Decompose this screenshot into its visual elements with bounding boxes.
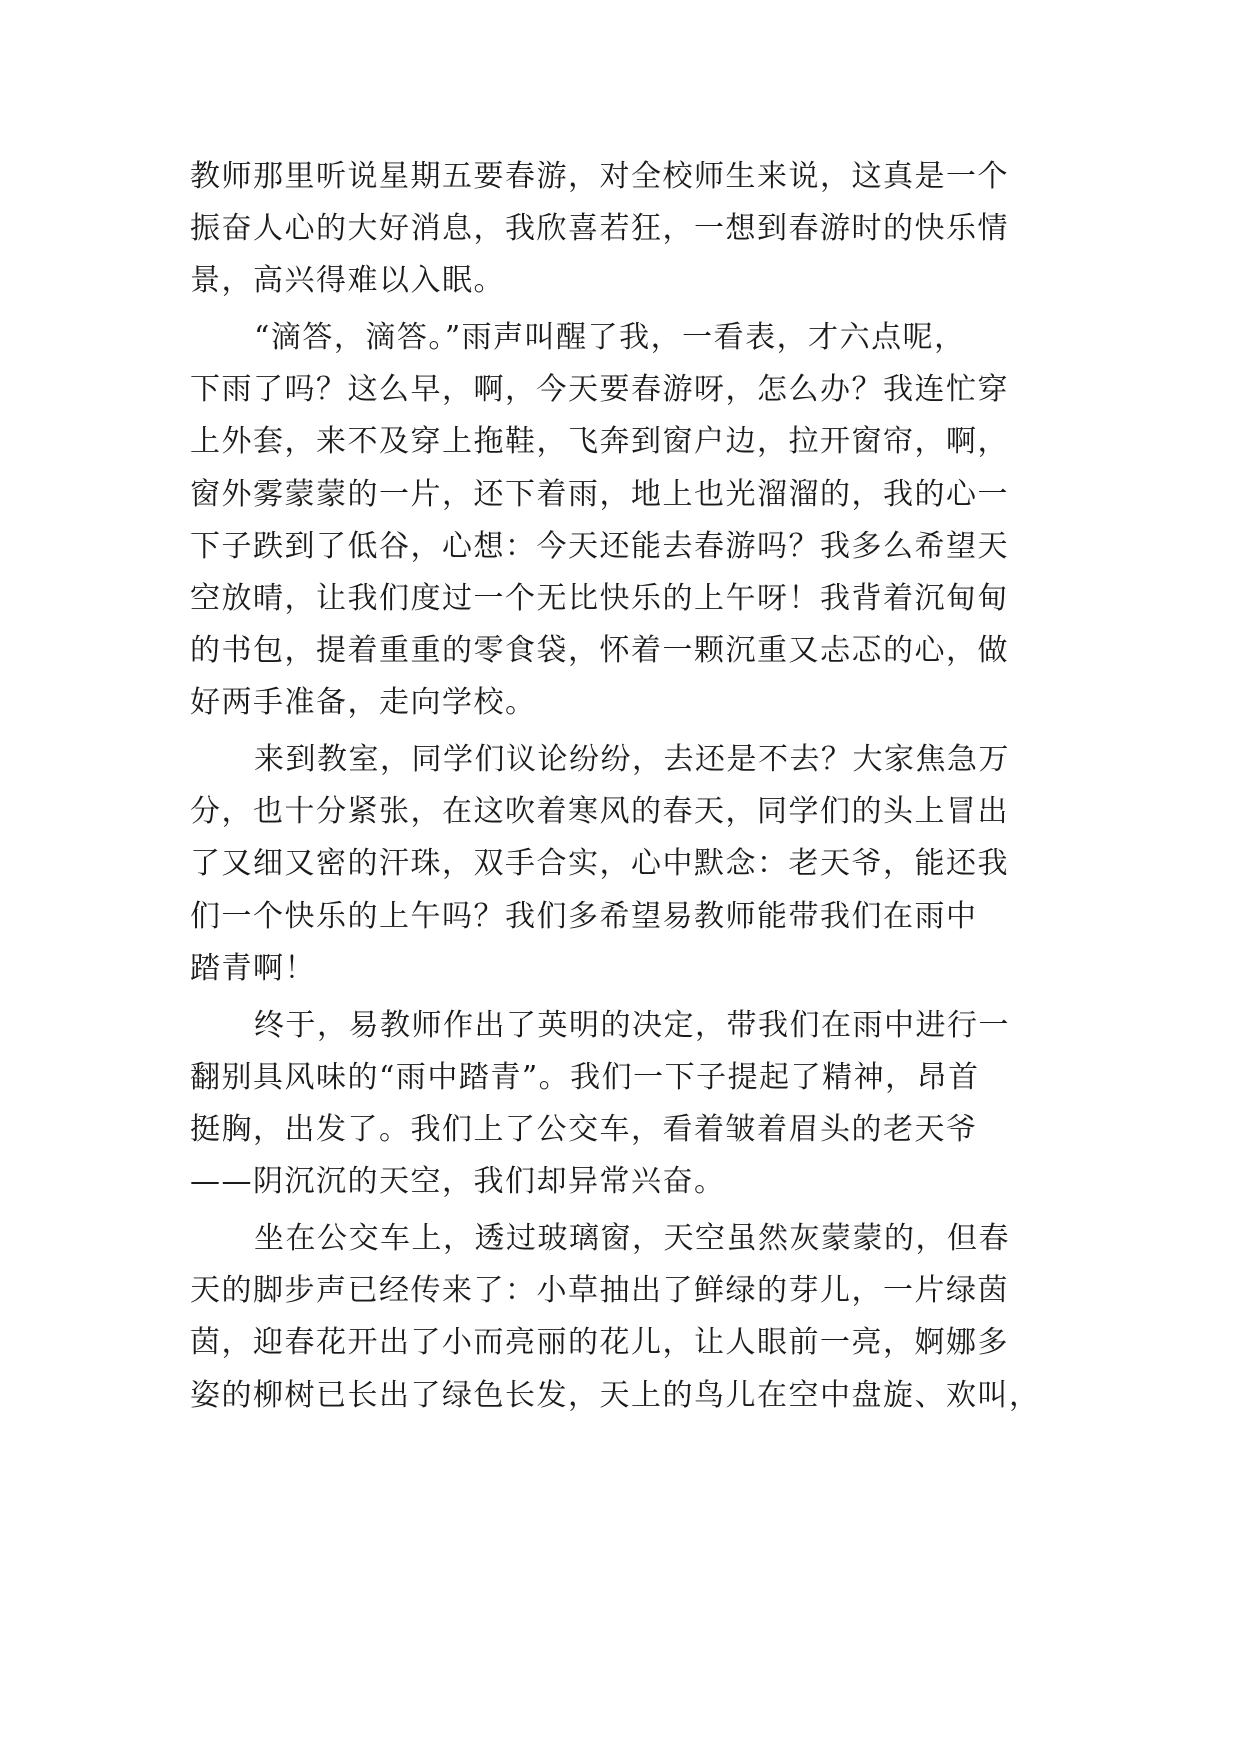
text-line: 振奋人心的大好消息，我欣喜若狂，一想到春游时的快乐情 xyxy=(190,211,1009,246)
text-line: 茵，迎春花开出了小而亮丽的花儿，让人眼前一亮，婀娜多 xyxy=(190,1325,1009,1360)
text-line: 下雨了吗？这么早，啊，今天要春游呀，怎么办？我连忙穿 xyxy=(190,372,1009,407)
text-line: 踏青啊！ xyxy=(190,951,316,986)
text-line: 的书包，提着重重的零食袋，怀着一颗沉重又忐忑的心，做 xyxy=(190,633,1009,668)
text-line: 景，高兴得难以入眠。 xyxy=(190,263,505,298)
text-line: ——阴沉沉的天空，我们却异常兴奋。 xyxy=(190,1164,726,1199)
text-line: 教师那里听说星期五要春游，对全校师生来说，这真是一个 xyxy=(190,159,1009,194)
text-line: 下子跌到了低谷，心想：今天还能去春游吗？我多么希望天 xyxy=(190,529,1009,564)
text-line: 上外套，来不及穿上拖鞋，飞奔到窗户边，拉开窗帘，啊， xyxy=(190,424,1009,459)
text-line: 们一个快乐的上午吗？我们多希望易教师能带我们在雨中 xyxy=(190,899,978,934)
text-line: 空放晴，让我们度过一个无比快乐的上午呀！我背着沉甸甸 xyxy=(190,581,1009,616)
text-line: 姿的柳树已长出了绿色长发，天上的鸟儿在空中盘旋、欢叫， xyxy=(190,1378,1041,1413)
text-line: 了又细又密的汗珠，双手合实，心中默念：老天爷，能还我 xyxy=(190,846,1009,881)
text-line: 好两手准备，走向学校。 xyxy=(190,685,537,720)
text-line: 天的脚步声已经传来了：小草抽出了鲜绿的芽儿，一片绿茵 xyxy=(190,1273,1009,1308)
paragraph-start-line: “滴答，滴答。”雨声叫醒了我，一看表，才六点呢， xyxy=(254,320,966,355)
text-line: 分，也十分紧张，在这吹着寒风的春天，同学们的头上冒出 xyxy=(190,794,1009,829)
text-line: 挺胸，出发了。我们上了公交车，看着皱着眉头的老天爷 xyxy=(190,1112,978,1147)
text-line: 翻别具风味的“雨中踏青”。我们一下子提起了精神，昂首 xyxy=(190,1060,980,1095)
paragraph-start-line: 来到教室，同学们议论纷纷，去还是不去？大家焦急万 xyxy=(254,742,1010,777)
text-line: 窗外雾蒙蒙的一片，还下着雨，地上也光溜溜的，我的心一 xyxy=(190,477,1009,512)
paragraph-start-line: 终于，易教师作出了英明的决定，带我们在雨中进行一 xyxy=(254,1008,1010,1043)
paragraph-start-line: 坐在公交车上，透过玻璃窗，天空虽然灰蒙蒙的，但春 xyxy=(254,1221,1010,1256)
